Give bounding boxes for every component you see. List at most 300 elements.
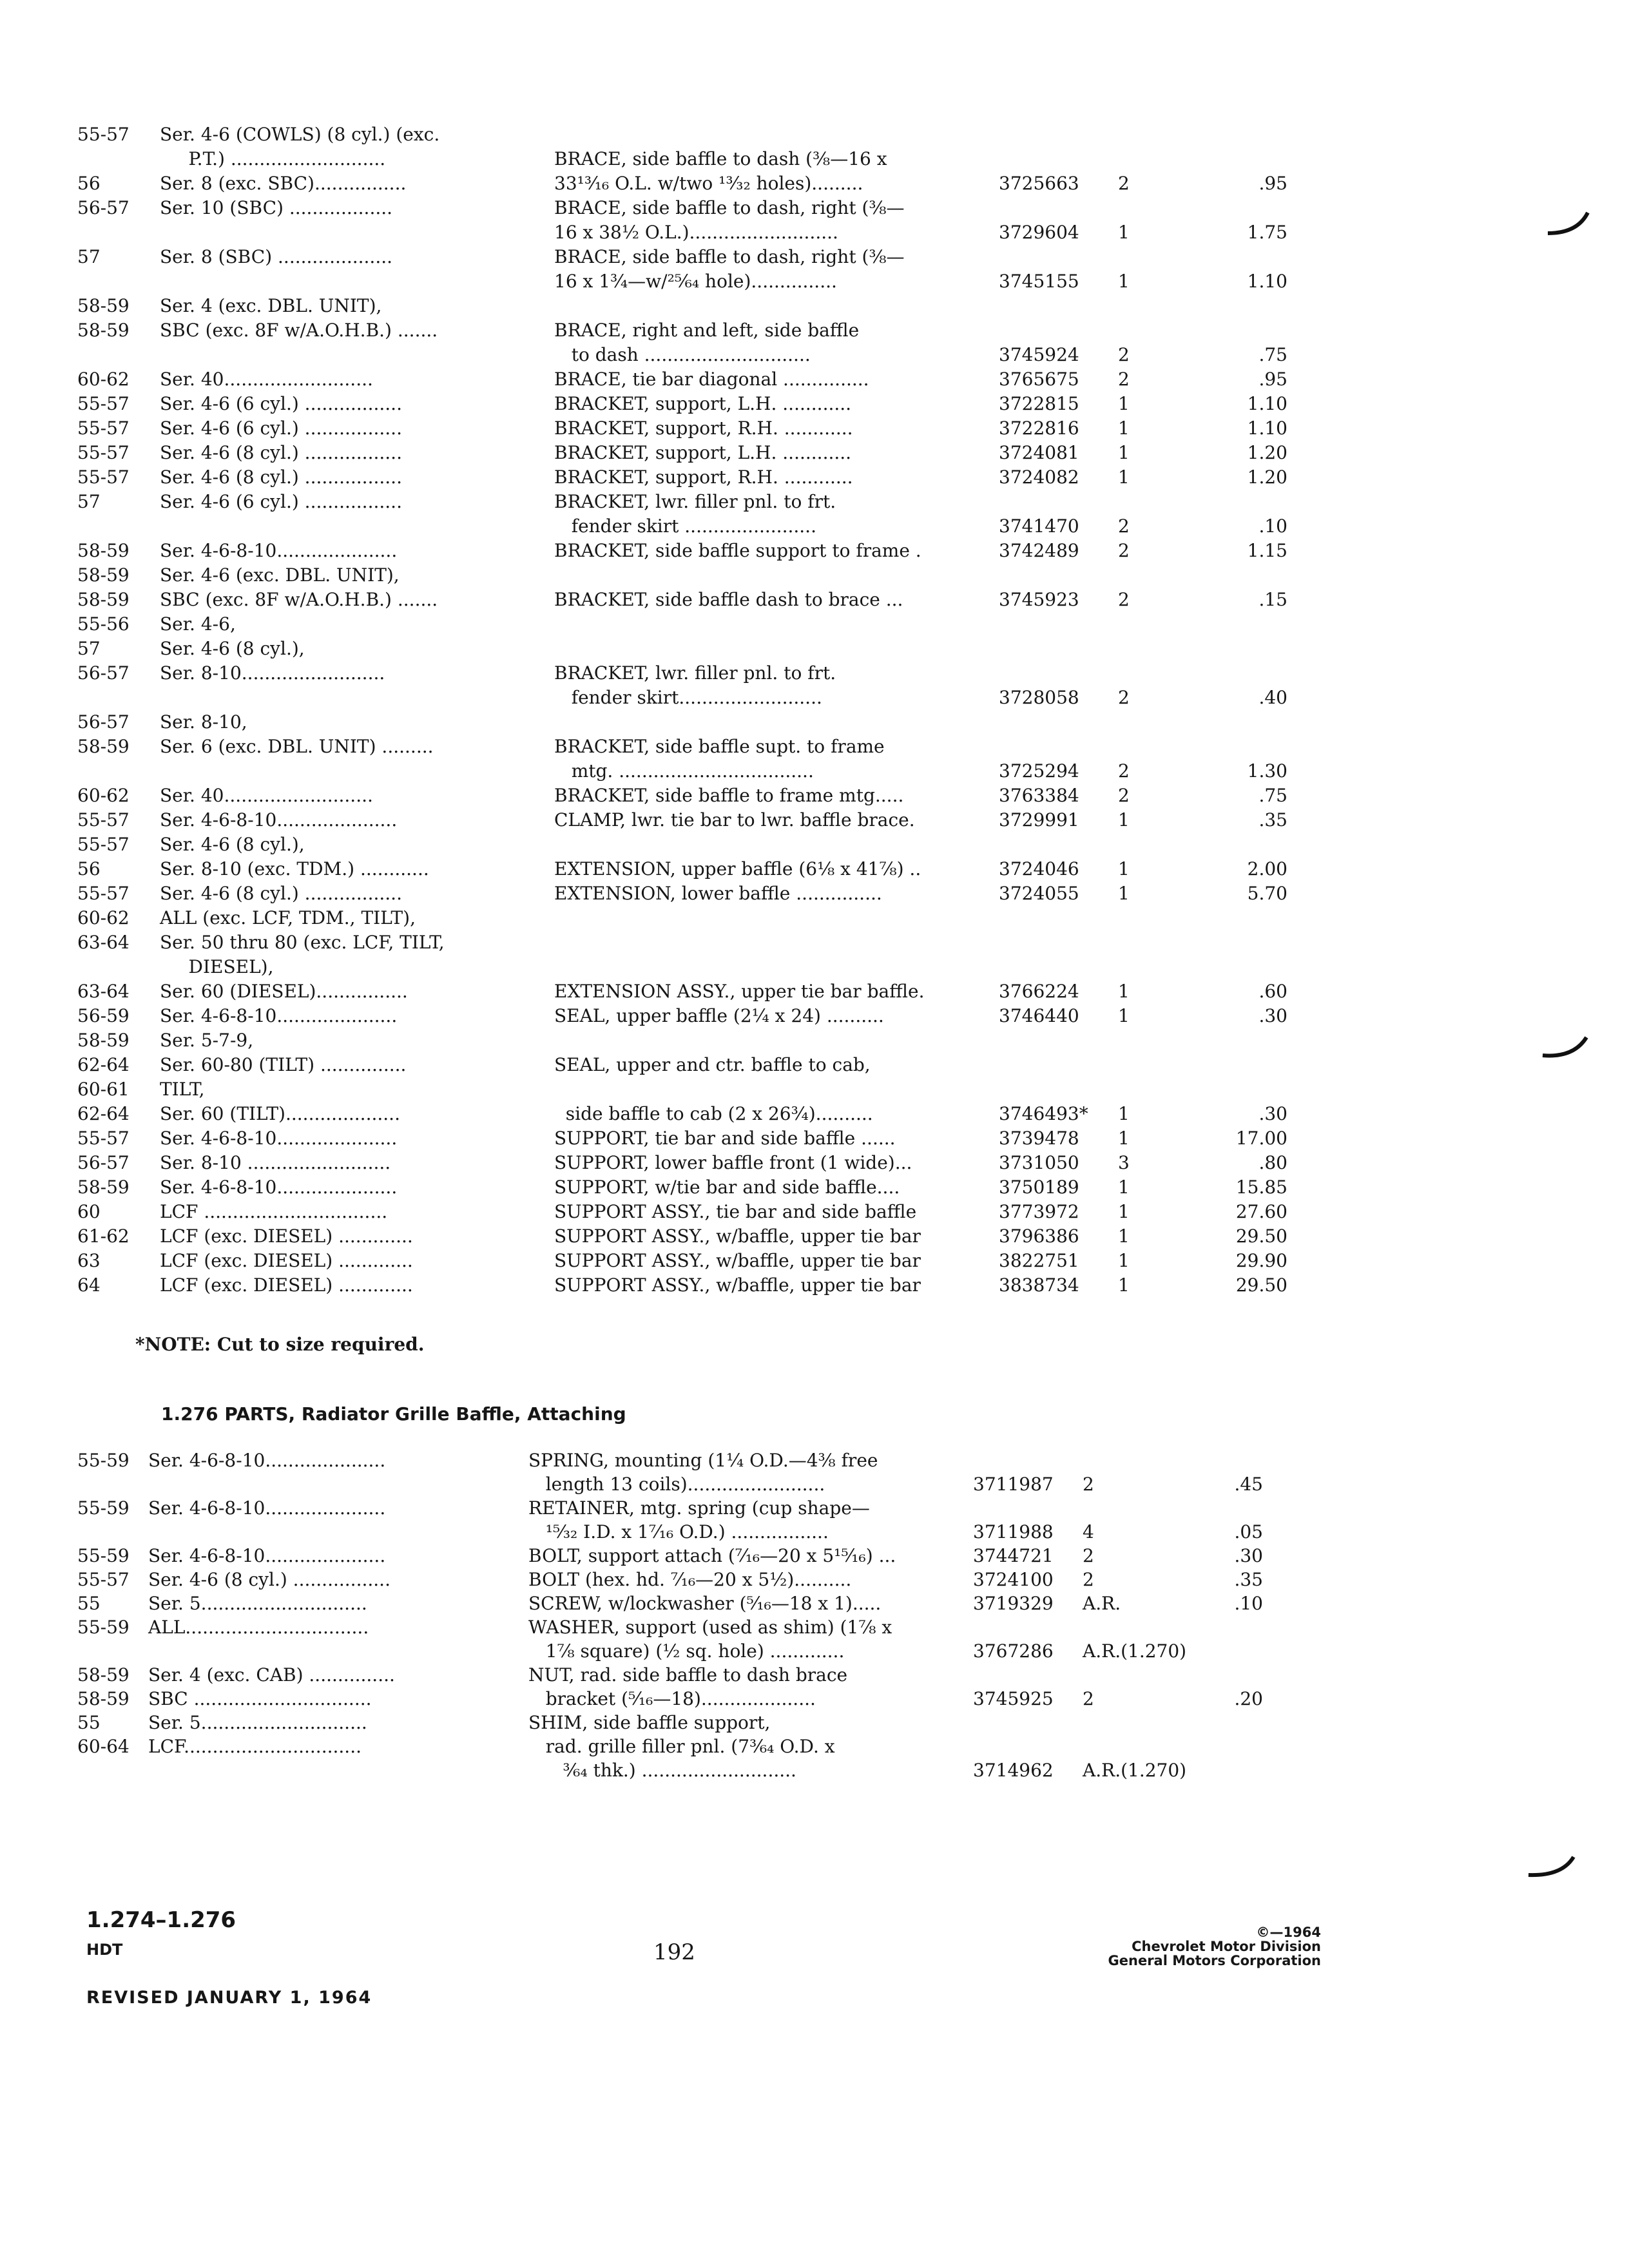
- part-description: 33¹³⁄₁₆ O.L. w/two ¹³⁄₃₂ holes).........: [554, 173, 863, 194]
- part-description: BRACKET, side baffle dash to brace ...: [554, 589, 903, 610]
- table-row: [77, 857, 1392, 881]
- price: .75: [1258, 344, 1287, 365]
- part-description: SUPPORT ASSY., w/baffle, upper tie bar: [554, 1274, 921, 1296]
- model-application: Ser. 4-6-8-10.....................: [160, 540, 398, 561]
- year-range: 56-57: [77, 662, 130, 684]
- part-number: 3744721: [973, 1545, 1054, 1566]
- model-application: Ser. 60-80 (TILT) ...............: [160, 1054, 407, 1075]
- year-range: 56-59: [77, 1005, 130, 1026]
- part-description: BOLT, support attach (⁷⁄₁₆—20 x 5¹⁵⁄₁₆) ...: [528, 1545, 896, 1566]
- model-application: TILT,: [160, 1079, 205, 1100]
- binder-hole-mark: [1540, 193, 1592, 245]
- model-application: SBC (exc. 8F w/A.O.H.B.) .......: [160, 320, 438, 341]
- price: .20: [1234, 1688, 1263, 1709]
- part-description: EXTENSION, upper baffle (6⅛ x 41⅞) ..: [554, 858, 921, 879]
- year-range: 64: [77, 1274, 101, 1296]
- part-description: BRACKET, support, L.H. ............: [554, 442, 852, 463]
- quantity: 2: [1118, 540, 1130, 561]
- quantity: 4: [1083, 1521, 1094, 1542]
- quantity: 1: [1118, 809, 1130, 831]
- table-row: [77, 637, 1392, 661]
- part-description: BRACE, right and left, side baffle: [554, 320, 860, 341]
- part-description: bracket (⁵⁄₁₆—18)....................: [528, 1688, 816, 1709]
- table-row: [77, 881, 1392, 906]
- table-row: [77, 1758, 1392, 1782]
- price: 17.00: [1235, 1128, 1287, 1149]
- part-description: BRACKET, side baffle support to frame .: [554, 540, 921, 561]
- part-description: fender skirt .......................: [554, 515, 816, 537]
- table-row: [77, 1639, 1392, 1663]
- year-range: 56-57: [77, 711, 130, 733]
- model-application: Ser. 4-6 (8 cyl.) .................: [160, 466, 402, 488]
- quantity: 1: [1118, 1201, 1130, 1222]
- year-range: 55-57: [77, 418, 130, 439]
- part-number: 3724046: [999, 858, 1079, 879]
- part-number: 3722816: [999, 418, 1079, 439]
- price: .45: [1234, 1474, 1263, 1495]
- table-row: [77, 1102, 1392, 1126]
- quantity: 1: [1118, 1250, 1130, 1271]
- quantity: A.R.: [1083, 1593, 1121, 1614]
- part-description: SCREW, w/lockwasher (⁵⁄₁₆—18 x 1).....: [528, 1593, 882, 1614]
- part-description: SUPPORT, w/tie bar and side baffle....: [554, 1177, 900, 1198]
- quantity: 1: [1118, 1177, 1130, 1198]
- table-row: [77, 490, 1392, 514]
- year-range: 60: [77, 1201, 101, 1222]
- model-application: DIESEL),: [160, 956, 274, 977]
- model-application: LCF (exc. DIESEL) .............: [160, 1250, 413, 1271]
- quantity: A.R.(1.270): [1083, 1760, 1187, 1781]
- publisher-block: [1108, 1925, 1321, 1968]
- binder-hole-mark: [1521, 1843, 1579, 1894]
- year-range: 58-59: [77, 1664, 130, 1686]
- part-description: BRACE, tie bar diagonal ...............: [554, 369, 869, 390]
- table-row: [77, 1224, 1392, 1249]
- model-application: Ser. 4-6 (6 cyl.) .................: [160, 491, 402, 512]
- year-range: 57: [77, 491, 101, 512]
- parts-list-1-276: [77, 1448, 1392, 1782]
- table-row: [77, 1004, 1392, 1028]
- year-range: 60-62: [77, 785, 130, 806]
- model-application: ALL (exc. LCF, TDM., TILT),: [160, 907, 416, 928]
- price: 1.20: [1247, 442, 1287, 463]
- price: 29.50: [1235, 1225, 1287, 1247]
- page-number: 192: [653, 1939, 695, 1965]
- model-application: LCF (exc. DIESEL) .............: [160, 1225, 413, 1247]
- part-description: BRACKET, side baffle supt. to frame: [554, 736, 885, 757]
- catalog-code: HDT: [86, 1941, 123, 1959]
- part-number: 3711988: [973, 1521, 1054, 1542]
- part-description: BRACE, side baffle to dash, right (⅜—: [554, 197, 905, 218]
- part-number: 3750189: [999, 1177, 1079, 1198]
- year-range: 55: [77, 1593, 101, 1614]
- model-application: Ser. 4-6-8-10.....................: [160, 1177, 398, 1198]
- price: .10: [1234, 1593, 1263, 1614]
- model-application: Ser. 4-6 (8 cyl.) .................: [160, 442, 402, 463]
- part-description: SEAL, upper and ctr. baffle to cab,: [554, 1054, 871, 1075]
- price: 27.60: [1235, 1201, 1287, 1222]
- price: 1.75: [1247, 222, 1287, 243]
- quantity: 1: [1118, 393, 1130, 414]
- table-row: [77, 759, 1392, 783]
- part-number: 3796386: [999, 1225, 1079, 1247]
- part-description: NUT, rad. side baffle to dash brace: [528, 1664, 848, 1686]
- price: .80: [1258, 1152, 1287, 1173]
- model-application: Ser. 4-6 (8 cyl.) .................: [160, 883, 402, 904]
- table-row: [77, 1568, 1392, 1591]
- quantity: 1: [1118, 1005, 1130, 1026]
- year-range: 58-59: [77, 295, 130, 316]
- model-application: Ser. 8-10 (exc. TDM.) ............: [160, 858, 429, 879]
- table-row: [77, 1735, 1392, 1758]
- price: 29.90: [1235, 1250, 1287, 1271]
- part-number: 3745923: [999, 589, 1079, 610]
- quantity: 1: [1118, 1225, 1130, 1247]
- price: 1.30: [1247, 760, 1287, 782]
- year-range: 56: [77, 173, 101, 194]
- table-row: [77, 1448, 1392, 1472]
- year-range: 57: [77, 246, 101, 267]
- price: 1.10: [1247, 271, 1287, 292]
- part-description: length 13 coils)........................: [528, 1474, 825, 1495]
- part-description: 1⅞ square) (½ sq. hole) .............: [528, 1640, 845, 1662]
- quantity: 1: [1118, 271, 1130, 292]
- table-row: [77, 1472, 1392, 1496]
- table-row: [77, 171, 1392, 196]
- table-row: [77, 686, 1392, 710]
- quantity: 1: [1118, 442, 1130, 463]
- table-row: [77, 1077, 1392, 1102]
- part-number: 3724100: [973, 1569, 1054, 1590]
- price: 1.10: [1247, 418, 1287, 439]
- table-row: [77, 1544, 1392, 1568]
- model-application: Ser. 6 (exc. DBL. UNIT) .........: [160, 736, 434, 757]
- quantity: 1: [1118, 222, 1130, 243]
- part-number: 3714962: [973, 1760, 1054, 1781]
- part-description: BRACKET, lwr. filler pnl. to frt.: [554, 491, 836, 512]
- model-application: Ser. 4-6 (8 cyl.),: [160, 834, 305, 855]
- quantity: 1: [1118, 1274, 1130, 1296]
- model-application: Ser. 4-6 (8 cyl.) .................: [148, 1569, 390, 1590]
- table-row: [77, 1591, 1392, 1615]
- table-row: [77, 930, 1392, 955]
- year-range: 55-57: [77, 124, 130, 145]
- table-row: [77, 1711, 1392, 1735]
- part-number: 3724082: [999, 466, 1079, 488]
- table-row: [77, 1175, 1392, 1200]
- binder-hole-mark: [1534, 1018, 1592, 1070]
- price: 5.70: [1247, 883, 1287, 904]
- table-row: [77, 1151, 1392, 1175]
- part-number: 3739478: [999, 1128, 1079, 1149]
- section-heading: 1.276 PARTS, Radiator Grille Baffle, Attaching: [161, 1403, 626, 1425]
- year-range: 55-59: [77, 1497, 130, 1519]
- price: 1.10: [1247, 393, 1287, 414]
- quantity: 2: [1118, 785, 1130, 806]
- part-description: SUPPORT ASSY., w/baffle, upper tie bar: [554, 1250, 921, 1271]
- quantity: 2: [1118, 369, 1130, 390]
- part-number: 3766224: [999, 981, 1079, 1002]
- year-range: 55-57: [77, 883, 130, 904]
- model-application: Ser. 4-6-8-10.....................: [160, 809, 398, 831]
- quantity: 2: [1118, 589, 1130, 610]
- model-application: Ser. 5.............................: [148, 1593, 367, 1614]
- year-range: 58-59: [77, 564, 130, 586]
- part-number: 3822751: [999, 1250, 1079, 1271]
- table-row: [77, 220, 1392, 245]
- part-description: BRACE, side baffle to dash, right (⅜—: [554, 246, 905, 267]
- part-description: BOLT (hex. hd. ⁷⁄₁₆—20 x 5½)..........: [528, 1569, 852, 1590]
- model-application: Ser. 4-6 (exc. DBL. UNIT),: [160, 564, 400, 586]
- model-application: Ser. 4-6 (6 cyl.) .................: [160, 418, 402, 439]
- model-application: Ser. 4 (exc. CAB) ...............: [148, 1664, 395, 1686]
- table-row: [77, 147, 1392, 171]
- table-row: [77, 1273, 1392, 1298]
- year-range: 55-59: [77, 1450, 130, 1471]
- part-description: SUPPORT ASSY., w/baffle, upper tie bar: [554, 1225, 921, 1247]
- year-range: 55-57: [77, 442, 130, 463]
- table-row: [77, 1663, 1392, 1687]
- table-row: [77, 1687, 1392, 1711]
- model-application: Ser. 60 (TILT)....................: [160, 1103, 400, 1124]
- price: 2.00: [1247, 858, 1287, 879]
- year-range: 56-57: [77, 1152, 130, 1173]
- year-range: 58-59: [77, 589, 130, 610]
- quantity: 2: [1083, 1474, 1094, 1495]
- price: .95: [1258, 369, 1287, 390]
- quantity: 2: [1083, 1569, 1094, 1590]
- price: .30: [1258, 1005, 1287, 1026]
- part-number: 3731050: [999, 1152, 1079, 1173]
- price: 29.50: [1235, 1274, 1287, 1296]
- quantity: 3: [1118, 1152, 1130, 1173]
- part-description: CLAMP, lwr. tie bar to lwr. baffle brace.: [554, 809, 915, 831]
- year-range: 60-62: [77, 907, 130, 928]
- model-application: Ser. 4-6,: [160, 613, 236, 635]
- part-description: BRACKET, support, R.H. ............: [554, 418, 853, 439]
- part-description: SUPPORT ASSY., tie bar and side baffle: [554, 1201, 917, 1222]
- price: 1.15: [1247, 540, 1287, 561]
- price: .35: [1234, 1569, 1263, 1590]
- year-range: 58-59: [77, 540, 130, 561]
- quantity: 2: [1118, 687, 1130, 708]
- part-number: 3746440: [999, 1005, 1079, 1026]
- year-range: 55-59: [77, 1617, 130, 1638]
- part-number: 3711987: [973, 1474, 1054, 1495]
- part-description: ¹⁵⁄₃₂ I.D. x 1⁷⁄₁₆ O.D.) .................: [528, 1521, 829, 1542]
- model-application: Ser. 5-7-9,: [160, 1030, 254, 1051]
- part-description: SUPPORT, tie bar and side baffle ......: [554, 1128, 896, 1149]
- part-number: 3722815: [999, 393, 1079, 414]
- table-row: [77, 783, 1392, 808]
- table-row: [77, 588, 1392, 612]
- table-row: [77, 294, 1392, 318]
- part-description: EXTENSION ASSY., upper tie bar baffle.: [554, 981, 925, 1002]
- quantity: 1: [1118, 466, 1130, 488]
- table-row: [77, 1496, 1392, 1520]
- model-application: Ser. 40..........................: [160, 369, 373, 390]
- model-application: Ser. 4-6-8-10.....................: [160, 1005, 398, 1026]
- part-number: 3725663: [999, 173, 1079, 194]
- table-row: [77, 343, 1392, 367]
- quantity: 2: [1083, 1545, 1094, 1566]
- part-description: BRACKET, lwr. filler pnl. to frt.: [554, 662, 836, 684]
- part-description: BRACE, side baffle to dash (⅜—16 x: [554, 148, 887, 169]
- part-description: SPRING, mounting (1¼ O.D.—4⅜ free: [528, 1450, 878, 1471]
- model-application: P.T.) ...........................: [160, 148, 386, 169]
- quantity: 1: [1118, 1103, 1130, 1124]
- model-application: Ser. 4 (exc. DBL. UNIT),: [160, 295, 382, 316]
- year-range: 60-62: [77, 369, 130, 390]
- part-number: 3725294: [999, 760, 1079, 782]
- quantity: 1: [1118, 981, 1130, 1002]
- price: .30: [1258, 1103, 1287, 1124]
- part-description: 16 x 1¾—w/²⁵⁄₆₄ hole)...............: [554, 271, 837, 292]
- year-range: 58-59: [77, 1030, 130, 1051]
- quantity: A.R.(1.270): [1083, 1640, 1187, 1662]
- table-row: [77, 416, 1392, 441]
- table-row: [77, 122, 1392, 147]
- part-number: 3765675: [999, 369, 1079, 390]
- price: .40: [1258, 687, 1287, 708]
- part-number: 3763384: [999, 785, 1079, 806]
- table-row: [77, 808, 1392, 832]
- table-row: [77, 269, 1392, 294]
- table-row: [77, 955, 1392, 979]
- table-row: [77, 661, 1392, 686]
- quantity: 2: [1118, 515, 1130, 537]
- price: .30: [1234, 1545, 1263, 1566]
- year-range: 55: [77, 1712, 101, 1733]
- table-row: [77, 735, 1392, 759]
- year-range: 55-57: [77, 1569, 130, 1590]
- quantity: 2: [1083, 1688, 1094, 1709]
- copyright: ©—1964: [1256, 1925, 1321, 1940]
- year-range: 63: [77, 1250, 101, 1271]
- quantity: 1: [1118, 418, 1130, 439]
- price: .05: [1234, 1521, 1263, 1542]
- quantity: 2: [1118, 344, 1130, 365]
- price: 15.85: [1235, 1177, 1287, 1198]
- year-range: 62-64: [77, 1054, 130, 1075]
- part-description: WASHER, support (used as shim) (1⅞ x: [528, 1617, 892, 1638]
- part-number: 3745924: [999, 344, 1079, 365]
- price: .95: [1258, 173, 1287, 194]
- year-range: 55-56: [77, 613, 130, 635]
- table-row: [77, 832, 1392, 857]
- model-application: LCF (exc. DIESEL) .............: [160, 1274, 413, 1296]
- table-row: [77, 1200, 1392, 1224]
- part-number: 3838734: [999, 1274, 1079, 1296]
- model-application: Ser. 60 (DIESEL)................: [160, 981, 408, 1002]
- model-application: Ser. 8 (SBC) ....................: [160, 246, 393, 267]
- table-row: [77, 392, 1392, 416]
- part-number: 3729991: [999, 809, 1079, 831]
- part-number: 3724081: [999, 442, 1079, 463]
- quantity: 1: [1118, 1128, 1130, 1149]
- division-name: Chevrolet Motor Division: [1132, 1939, 1321, 1954]
- model-application: Ser. 8-10 .........................: [160, 1152, 391, 1173]
- year-range: 55-57: [77, 1128, 130, 1149]
- part-description: to dash .............................: [554, 344, 811, 365]
- price: .75: [1258, 785, 1287, 806]
- table-row: [77, 979, 1392, 1004]
- price: .60: [1258, 981, 1287, 1002]
- part-number: 3729604: [999, 222, 1079, 243]
- part-description: EXTENSION, lower baffle ...............: [554, 883, 882, 904]
- parts-list-1-274: [77, 122, 1392, 1298]
- model-application: Ser. 4-6-8-10.....................: [160, 1128, 398, 1149]
- part-number: 3719329: [973, 1593, 1054, 1614]
- year-range: 60-64: [77, 1736, 130, 1757]
- year-range: 56: [77, 858, 101, 879]
- table-row: [77, 906, 1392, 930]
- footnote: *NOTE: Cut to size required.: [135, 1334, 425, 1355]
- table-row: [77, 563, 1392, 588]
- table-row: [77, 318, 1392, 343]
- quantity: 1: [1118, 883, 1130, 904]
- year-range: 63-64: [77, 981, 130, 1002]
- model-application: Ser. 4-6 (COWLS) (8 cyl.) (exc.: [160, 124, 440, 145]
- year-range: 56-57: [77, 197, 130, 218]
- table-row: [77, 1615, 1392, 1639]
- model-application: Ser. 4-6-8-10.....................: [148, 1450, 386, 1471]
- part-number: 3773972: [999, 1201, 1079, 1222]
- part-description: BRACKET, support, L.H. ............: [554, 393, 852, 414]
- part-description: BRACKET, support, R.H. ............: [554, 466, 853, 488]
- model-application: Ser. 50 thru 80 (exc. LCF, TILT,: [160, 932, 445, 953]
- part-description: side baffle to cab (2 x 26¾)..........: [554, 1103, 873, 1124]
- part-description: SEAL, upper baffle (2¼ x 24) ..........: [554, 1005, 884, 1026]
- quantity: 2: [1118, 173, 1130, 194]
- part-number: 3745155: [999, 271, 1079, 292]
- year-range: 62-64: [77, 1103, 130, 1124]
- model-application: Ser. 4-6-8-10.....................: [148, 1497, 386, 1519]
- quantity: 2: [1118, 760, 1130, 782]
- part-description: rad. grille filler pnl. (7³⁄₆₄ O.D. x: [528, 1736, 835, 1757]
- year-range: 58-59: [77, 1688, 130, 1709]
- year-range: 57: [77, 638, 101, 659]
- year-range: 63-64: [77, 932, 130, 953]
- year-range: 60-61: [77, 1079, 130, 1100]
- table-row: [77, 539, 1392, 563]
- year-range: 61-62: [77, 1225, 130, 1247]
- part-description: SUPPORT, lower baffle front (1 wide)...: [554, 1152, 912, 1173]
- price: .10: [1258, 515, 1287, 537]
- price: .15: [1258, 589, 1287, 610]
- year-range: 55-57: [77, 466, 130, 488]
- year-range: 58-59: [77, 1177, 130, 1198]
- table-row: [77, 514, 1392, 539]
- year-range: 55-57: [77, 809, 130, 831]
- table-row: [77, 367, 1392, 392]
- table-row: [77, 612, 1392, 637]
- model-application: Ser. 40..........................: [160, 785, 373, 806]
- year-range: 58-59: [77, 736, 130, 757]
- part-description: SHIM, side baffle support,: [528, 1712, 771, 1733]
- model-application: Ser. 8-10,: [160, 711, 247, 733]
- year-range: 58-59: [77, 320, 130, 341]
- corporation-name: General Motors Corporation: [1108, 1953, 1321, 1968]
- model-application: Ser. 8-10.........................: [160, 662, 385, 684]
- section-range: 1.274–1.276: [86, 1907, 236, 1933]
- model-application: Ser. 8 (exc. SBC)................: [160, 173, 407, 194]
- model-application: SBC (exc. 8F w/A.O.H.B.) .......: [160, 589, 438, 610]
- year-range: 55-57: [77, 393, 130, 414]
- part-description: fender skirt.........................: [554, 687, 822, 708]
- price: .35: [1258, 809, 1287, 831]
- year-range: 55-57: [77, 834, 130, 855]
